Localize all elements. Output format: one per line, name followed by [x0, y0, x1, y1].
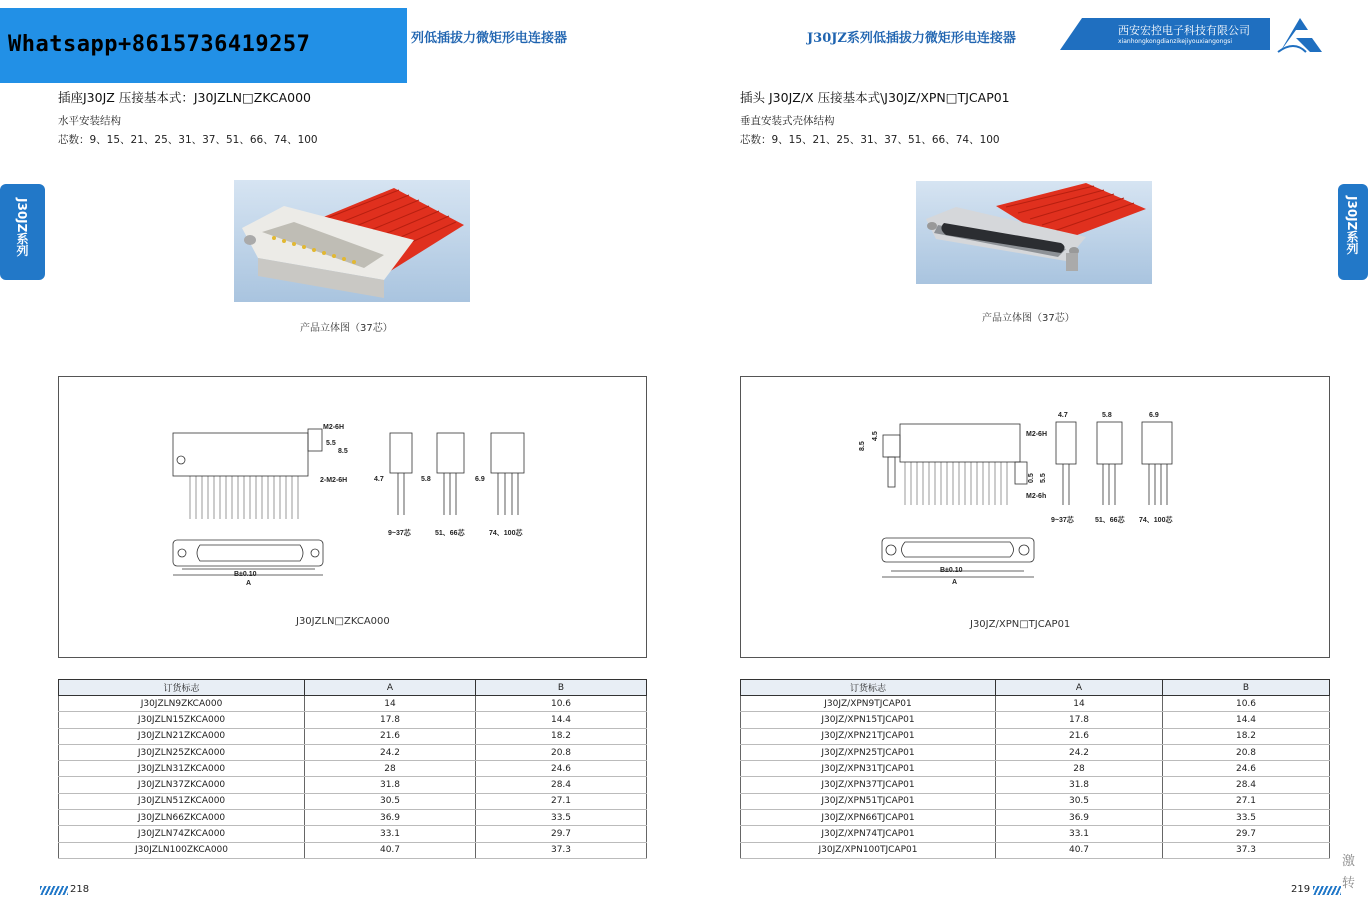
left-order-table	[58, 679, 647, 859]
left-technical-drawing	[160, 415, 540, 595]
svg-text:M2-6H: M2-6H	[1026, 431, 1048, 438]
svg-text:74、100芯: 74、100芯	[1139, 517, 1173, 524]
svg-text:M2-6H: M2-6H	[323, 424, 345, 431]
table-cell: 14.4	[476, 712, 647, 728]
left-product-photo	[234, 180, 470, 302]
table-row	[741, 826, 1330, 842]
table-cell: 27.1	[1163, 793, 1330, 809]
table-cell: 24.2	[996, 744, 1163, 760]
left-core-counts: 芯数：9、15、21、25、31、37、51、66、74、100	[58, 134, 318, 146]
right-core-counts: 芯数：9、15、21、25、31、37、51、66、74、100	[740, 134, 1000, 146]
left-photo-caption: 产品立体图（37芯）	[300, 323, 393, 334]
right-product-photo	[916, 181, 1152, 284]
table-cell: 10.6	[476, 696, 647, 712]
column-header: A	[305, 680, 476, 696]
table-cell: 24.6	[476, 761, 647, 777]
table-row	[59, 842, 647, 858]
page-stripe-left	[40, 886, 68, 895]
table-cell: J30JZLN15ZKCA000	[59, 712, 305, 728]
watermark-text: Whatsapp+8615736419257	[8, 32, 311, 57]
table-cell: 14	[996, 696, 1163, 712]
table-row	[741, 842, 1330, 858]
svg-text:0.5: 0.5	[1028, 473, 1035, 483]
watermark-banner	[0, 8, 407, 83]
right-photo-caption: 产品立体图（37芯）	[982, 313, 1075, 324]
table-cell: 33.1	[996, 826, 1163, 842]
table-header-row	[59, 680, 647, 696]
svg-text:6.9: 6.9	[475, 476, 485, 483]
table-row	[59, 728, 647, 744]
svg-text:5.5: 5.5	[326, 440, 336, 447]
table-row	[741, 712, 1330, 728]
svg-text:6.9: 6.9	[1149, 412, 1159, 419]
table-cell: 37.3	[1163, 842, 1330, 858]
table-cell: J30JZ/XPN9TJCAP01	[741, 696, 996, 712]
svg-text:5.8: 5.8	[421, 476, 431, 483]
table-cell: 29.7	[1163, 826, 1330, 842]
svg-text:5.8: 5.8	[1102, 412, 1112, 419]
svg-text:51、66芯: 51、66芯	[1095, 517, 1125, 524]
svg-text:M2-6h: M2-6h	[1026, 493, 1047, 500]
svg-text:A: A	[952, 579, 958, 586]
table-cell: 18.2	[476, 728, 647, 744]
table-cell: 31.8	[305, 777, 476, 793]
table-cell: J30JZ/XPN21TJCAP01	[741, 728, 996, 744]
svg-text:9~37芯: 9~37芯	[388, 530, 411, 537]
table-cell: J30JZ/XPN31TJCAP01	[741, 761, 996, 777]
table-cell: 28	[996, 761, 1163, 777]
table-cell: J30JZLN66ZKCA000	[59, 810, 305, 826]
left-product-title: 插座J30JZ 压接基本式：J30JZLN□ZKCA000	[58, 90, 311, 105]
table-cell: 20.8	[1163, 744, 1330, 760]
table-row	[59, 696, 647, 712]
svg-text:5.5: 5.5	[1040, 473, 1047, 483]
table-row	[741, 728, 1330, 744]
table-cell: J30JZLN25ZKCA000	[59, 744, 305, 760]
svg-text:9~37芯: 9~37芯	[1051, 517, 1074, 524]
table-cell: J30JZLN31ZKCA000	[59, 761, 305, 777]
table-cell: 28.4	[1163, 777, 1330, 793]
company-logo-icon	[1276, 16, 1326, 56]
table-cell: 17.8	[996, 712, 1163, 728]
table-cell: J30JZ/XPN74TJCAP01	[741, 826, 996, 842]
svg-text:4.7: 4.7	[374, 476, 384, 483]
table-row	[741, 810, 1330, 826]
table-cell: J30JZ/XPN66TJCAP01	[741, 810, 996, 826]
table-cell: J30JZ/XPN51TJCAP01	[741, 793, 996, 809]
table-cell: 14	[305, 696, 476, 712]
table-row	[59, 826, 647, 842]
table-cell: 28	[305, 761, 476, 777]
svg-text:51、66芯: 51、66芯	[435, 530, 465, 537]
table-cell: J30JZLN74ZKCA000	[59, 826, 305, 842]
table-header-row	[741, 680, 1330, 696]
table-row	[59, 793, 647, 809]
page-stripe-right	[1313, 886, 1341, 895]
table-cell: J30JZLN21ZKCA000	[59, 728, 305, 744]
table-cell: J30JZ/XPN100TJCAP01	[741, 842, 996, 858]
svg-text:8.5: 8.5	[859, 441, 866, 451]
table-cell: J30JZLN9ZKCA000	[59, 696, 305, 712]
table-cell: J30JZ/XPN37TJCAP01	[741, 777, 996, 793]
table-cell: 31.8	[996, 777, 1163, 793]
right-product-title: 插头 J30JZ/X 压接基本式\J30JZ/XPN□TJCAP01	[740, 90, 1010, 105]
table-cell: 40.7	[305, 842, 476, 858]
table-row	[741, 761, 1330, 777]
svg-text:4.5: 4.5	[872, 431, 879, 441]
table-cell: 24.2	[305, 744, 476, 760]
svg-text:4.7: 4.7	[1058, 412, 1068, 419]
edge-char-1: 激	[1342, 854, 1356, 869]
right-subtitle: 垂直安装式壳体结构	[740, 115, 835, 127]
table-cell: 18.2	[1163, 728, 1330, 744]
table-cell: 30.5	[996, 793, 1163, 809]
table-row	[59, 744, 647, 760]
table-cell: J30JZ/XPN15TJCAP01	[741, 712, 996, 728]
table-cell: 33.5	[476, 810, 647, 826]
right-drawing-caption: J30JZ/XPN□TJCAP01	[970, 619, 1071, 630]
left-drawing-caption: J30JZLN□ZKCA000	[296, 616, 390, 627]
edge-char-2: 转	[1342, 876, 1356, 891]
table-cell: 37.3	[476, 842, 647, 858]
table-row	[59, 810, 647, 826]
left-header-title: 列低插拔力微矩形电连接器	[411, 31, 568, 46]
right-technical-drawing	[855, 405, 1195, 595]
column-header: B	[1163, 680, 1330, 696]
svg-text:2-M2-6H: 2-M2-6H	[320, 477, 348, 484]
column-header: A	[996, 680, 1163, 696]
table-row	[741, 793, 1330, 809]
table-row	[59, 712, 647, 728]
left-page-number: 218	[70, 884, 90, 895]
table-cell: 29.7	[476, 826, 647, 842]
table-cell: 17.8	[305, 712, 476, 728]
right-order-table	[740, 679, 1330, 859]
svg-text:B±0.10: B±0.10	[234, 571, 257, 578]
table-cell: 27.1	[476, 793, 647, 809]
right-page-number: 219	[1291, 884, 1311, 895]
table-cell: 36.9	[996, 810, 1163, 826]
table-cell: 24.6	[1163, 761, 1330, 777]
column-header: 订货标志	[59, 680, 305, 696]
table-row	[59, 761, 647, 777]
table-row	[741, 777, 1330, 793]
table-cell: 10.6	[1163, 696, 1330, 712]
table-cell: 14.4	[1163, 712, 1330, 728]
table-cell: 33.5	[1163, 810, 1330, 826]
table-cell: 20.8	[476, 744, 647, 760]
table-cell: 30.5	[305, 793, 476, 809]
table-cell: 21.6	[305, 728, 476, 744]
table-cell: 21.6	[996, 728, 1163, 744]
table-row	[741, 696, 1330, 712]
table-cell: J30JZLN100ZKCA000	[59, 842, 305, 858]
left-side-tab: J30JZ系列	[0, 184, 45, 280]
table-cell: 40.7	[996, 842, 1163, 858]
table-cell: J30JZLN51ZKCA000	[59, 793, 305, 809]
column-header: B	[476, 680, 647, 696]
column-header: 订货标志	[741, 680, 996, 696]
company-pinyin: xianhongkongdianzikejiyouxiangongsi	[1118, 38, 1232, 45]
right-header-title: J30JZ系列低插拔力微矩形电连接器	[807, 31, 1016, 46]
table-cell: J30JZ/XPN25TJCAP01	[741, 744, 996, 760]
table-cell: J30JZLN37ZKCA000	[59, 777, 305, 793]
table-row	[741, 744, 1330, 760]
svg-text:B±0.10: B±0.10	[940, 567, 963, 574]
table-cell: 36.9	[305, 810, 476, 826]
table-cell: 28.4	[476, 777, 647, 793]
table-row	[59, 777, 647, 793]
table-cell: 33.1	[305, 826, 476, 842]
company-name: 西安宏控电子科技有限公司	[1118, 24, 1250, 37]
left-subtitle: 水平安装结构	[58, 115, 121, 127]
right-side-tab: J30JZ系列	[1338, 184, 1368, 280]
svg-text:8.5: 8.5	[338, 448, 348, 455]
svg-text:A: A	[246, 580, 252, 587]
svg-text:74、100芯: 74、100芯	[489, 530, 523, 537]
